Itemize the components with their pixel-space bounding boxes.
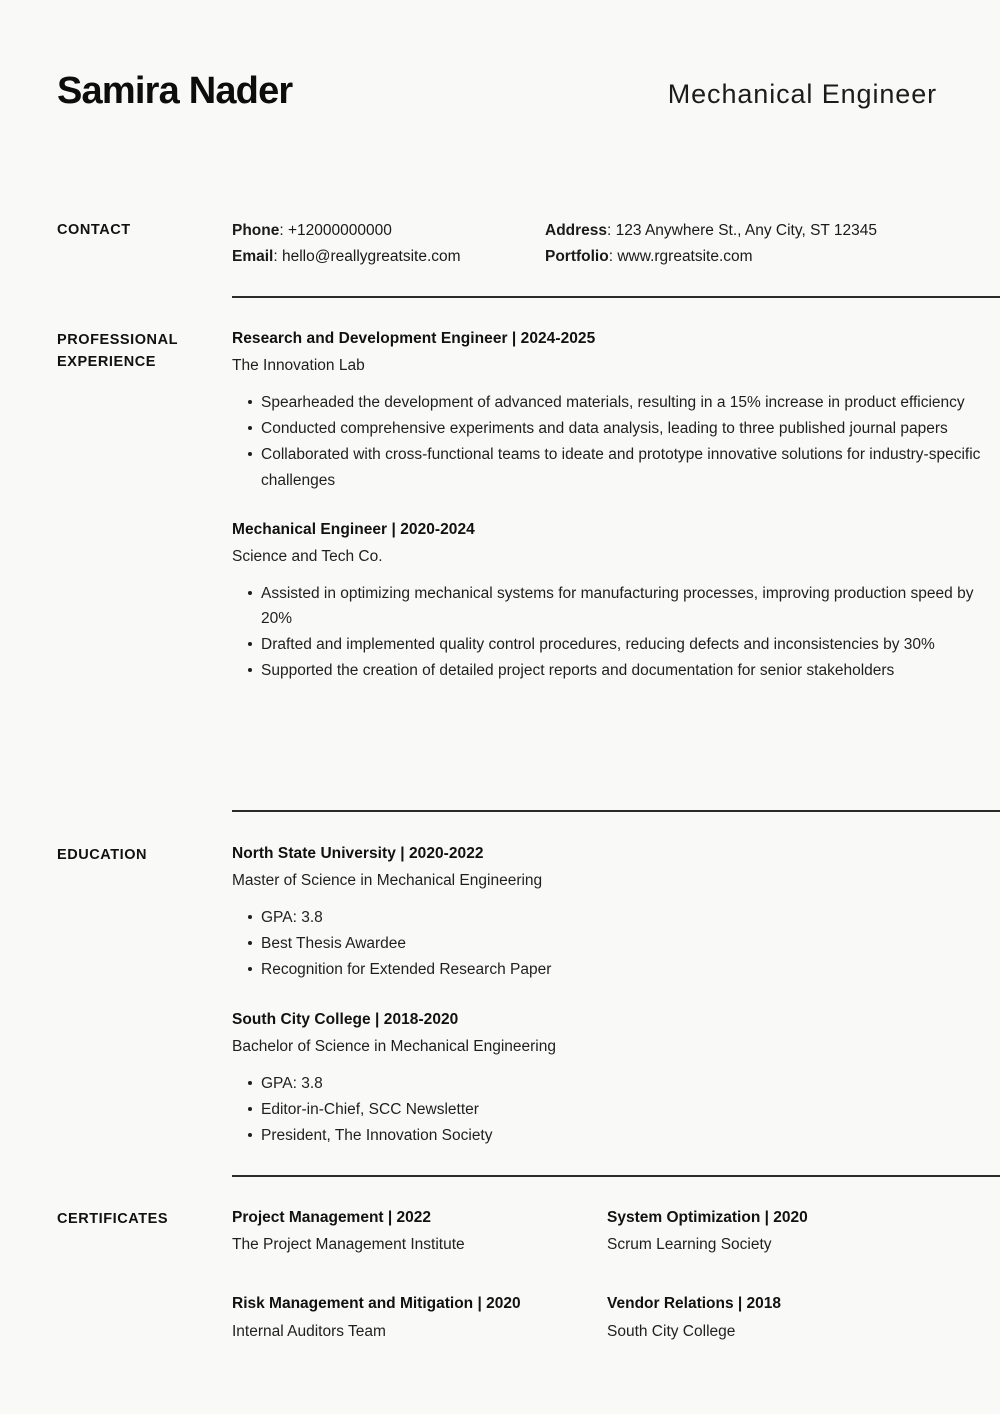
education-entry-title: North State University | 2020-2022 [232, 845, 484, 862]
section-education [57, 843, 1000, 1149]
education-entry-bullets [232, 905, 1000, 982]
section-label-experience-line2: EXPERIENCE [57, 354, 156, 371]
certificate-organization: Internal Auditors Team [232, 1322, 386, 1340]
certificate-organization: South City College [607, 1322, 736, 1340]
divider-after-education [232, 1175, 1000, 1177]
education-entry [232, 1009, 1000, 1149]
list-item: Drafted and implemented quality control procedures, reducing defects and inconsistencies by 30% [232, 632, 1000, 657]
contact-column-right [545, 218, 877, 270]
experience-entry-title: Research and Development Engineer | 2024-2025 [232, 330, 596, 347]
list-item: Supported the creation of detailed project reports and documentation for senior stakeholders [232, 658, 1000, 683]
contact-address-label: Address [545, 222, 608, 239]
contact-portfolio-label: Portfolio [545, 248, 609, 266]
divider-after-experience [232, 810, 1000, 812]
section-label-certificates: CERTIFICATES [57, 1211, 169, 1227]
contact-address [545, 218, 877, 244]
contact-email-value[interactable]: hello@reallygreatsite.com [281, 248, 461, 266]
education-entry-title: South City College | 2018-2020 [232, 1010, 459, 1028]
section-label-experience [57, 328, 232, 374]
list-item: Best Thesis Awardee [232, 931, 1000, 956]
contact-address-sep: : [607, 222, 616, 239]
contact-column-left [232, 218, 545, 270]
list-item: President, The Innovation Society [232, 1123, 1000, 1148]
certificate-item [232, 1207, 607, 1258]
contact-phone [232, 218, 545, 244]
contact-phone-label: Phone [232, 222, 280, 239]
experience-entry-bullets [232, 390, 1000, 492]
certificate-title: Vendor Relations | 2018 [607, 1295, 782, 1313]
education-entry [232, 843, 1000, 983]
education-body [232, 843, 1000, 1149]
experience-entry-bullets [232, 581, 1000, 683]
experience-entry [232, 328, 1000, 493]
section-label-education: EDUCATION [57, 847, 148, 863]
contact-phone-value: +12000000000 [288, 222, 392, 239]
list-item: Recognition for Extended Research Paper [232, 957, 1000, 982]
contact-body [232, 218, 1000, 270]
certificate-item [232, 1293, 607, 1344]
experience-entry [232, 519, 1000, 684]
contact-address-value: 123 Anywhere St., Any City, ST 12345 [615, 222, 878, 239]
certificate-item [607, 1207, 1000, 1258]
section-label-experience-line1: PROFESSIONAL [57, 332, 178, 348]
education-entry-degree: Bachelor of Science in Mechanical Engineering [232, 1038, 556, 1056]
contact-email [232, 244, 545, 270]
experience-body [232, 328, 1000, 684]
list-item: Conducted comprehensive experiments and data analysis, leading to three published journal papers [232, 416, 1000, 441]
experience-entry-organization: The Innovation Lab [232, 357, 365, 375]
certificate-title: System Optimization | 2020 [607, 1209, 808, 1226]
education-entry-bullets [232, 1071, 1000, 1148]
resume-header [57, 72, 937, 110]
certificate-organization: Scrum Learning Society [607, 1236, 772, 1254]
list-item: Editor-in-Chief, SCC Newsletter [232, 1097, 1000, 1122]
certificate-item [607, 1293, 1000, 1344]
education-entry-degree: Master of Science in Mechanical Engineering [232, 872, 543, 890]
certificate-organization: The Project Management Institute [232, 1236, 465, 1254]
contact-email-sep: : [273, 248, 282, 266]
contact-email-label: Email [232, 248, 274, 266]
certificate-title: Project Management | 2022 [232, 1209, 432, 1226]
contact-portfolio-sep: : [608, 248, 618, 266]
section-certificates [57, 1207, 1000, 1345]
list-item: GPA: 3.8 [232, 1071, 1000, 1096]
list-item: GPA: 3.8 [232, 905, 1000, 930]
page-title: Samira Nader [57, 70, 293, 112]
contact-portfolio [545, 244, 877, 270]
section-contact [57, 218, 1000, 270]
section-label-contact: CONTACT [57, 222, 131, 238]
divider-after-contact [232, 296, 1000, 298]
certificates-body [232, 1207, 1000, 1345]
contact-portfolio-value[interactable]: www.rgreatsite.com [617, 248, 753, 266]
experience-entry-title: Mechanical Engineer | 2020-2024 [232, 520, 475, 538]
experience-entry-organization: Science and Tech Co. [232, 548, 383, 566]
section-experience [57, 328, 1000, 684]
list-item: Spearheaded the development of advanced materials, resulting in a 15% increase in product efficiency [232, 390, 1000, 415]
job-title-tagline: Mechanical Engineer [667, 79, 937, 109]
list-item: Collaborated with cross-functional teams to ideate and prototype innovative solutions for industry-specific challenges [232, 442, 1000, 492]
contact-phone-sep: : [279, 222, 288, 239]
certificate-title: Risk Management and Mitigation | 2020 [232, 1295, 521, 1313]
list-item: Assisted in optimizing mechanical systems for manufacturing processes, improving production speed by 20% [232, 581, 1000, 631]
